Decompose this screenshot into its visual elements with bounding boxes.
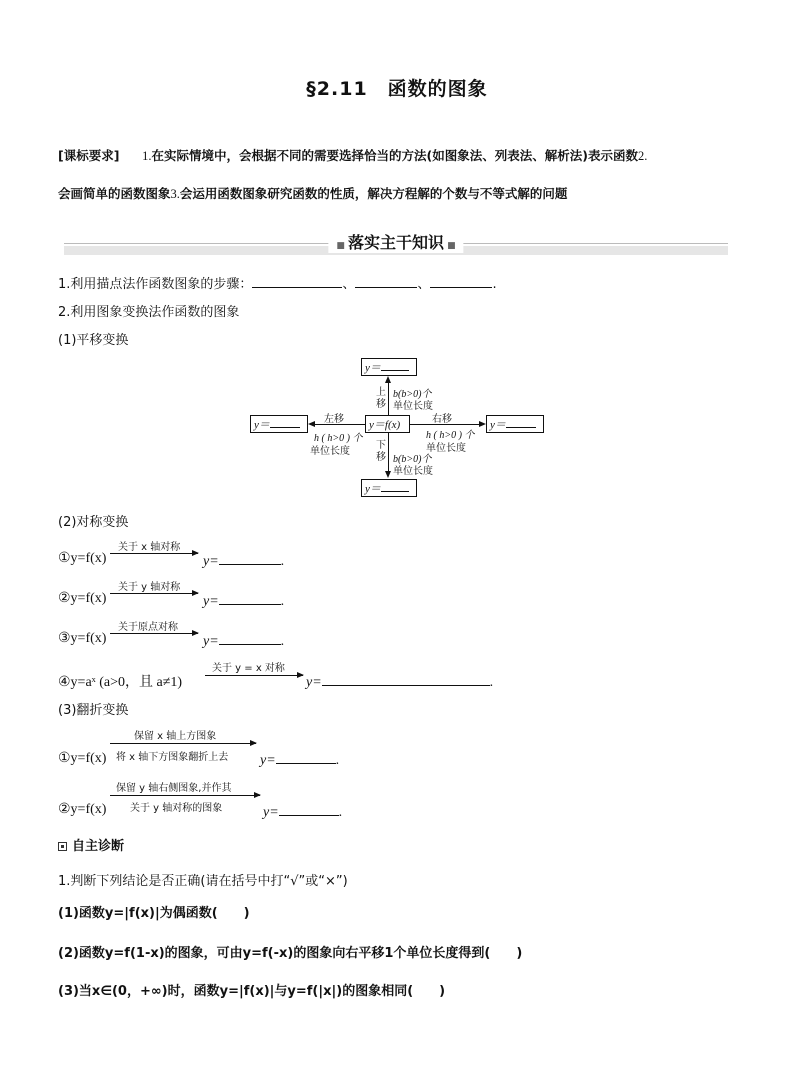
symmetry-1-result: y= . [203,554,285,569]
box-top [361,358,417,376]
flip-1-prefix: ①y=f(x) [58,751,107,766]
box-left-label: y＝ [254,419,270,431]
symmetry-2-blank[interactable] [219,592,281,605]
section-bar-text: 落实主干知识 [347,233,445,252]
flip-2-arrow [110,795,260,796]
req-num-2: 2. [637,149,648,163]
left-desc-1: h ( h>0 ) 个 [314,433,363,444]
up-move-label: 上移 [376,387,386,410]
item-2: 2.利用图象变换法作函数的图象 [58,305,240,320]
right-desc-1: h ( h>0 ) 个 [426,430,475,441]
flip-2-result: y= . [263,805,343,820]
judge-intro: 1.判断下列结论是否正确(请在括号中打“√”或“×”) [58,874,348,889]
sub-2: (2)对称变换 [58,515,129,530]
flip-2-prefix: ②y=f(x) [58,802,107,817]
req-num-3: 3. [170,187,180,201]
flip-1-below: 将 x 轴下方图象翻折上去 [116,752,229,763]
symmetry-3-arrow [110,633,198,634]
flip-2-above: 保留 y 轴右侧图象,并作其 [116,783,232,794]
symmetry-1-arrow [110,553,198,554]
flip-2-below: 关于 y 轴对称的图象 [130,803,223,814]
up-desc-1: b(b>0)个 [393,389,432,400]
symmetry-4-result: y= . [306,675,494,690]
section-bar [64,230,728,256]
req-text-1: 在实际情境中，会根据不同的需要选择恰当的方法(如图象法、列表法、解析法)表示函数 [151,148,638,163]
left-move-label: 左移 [324,414,344,425]
flip-1-above: 保留 x 轴上方图象 [134,731,217,742]
judge-1: (1)函数y=|f(x)|为偶函数( ) [58,906,250,921]
item-1-end: . [492,277,497,292]
blank-1[interactable] [252,275,342,288]
req-text-2a: 会画简单的函数图象 [58,186,171,201]
flip-1-arrow [110,743,256,744]
box-top-label: y＝ [365,362,381,374]
box-bottom-label: y＝ [365,483,381,495]
down-desc-1: b(b>0)个 [393,454,432,465]
box-left [250,415,308,433]
box-center-label: y＝f(x) [369,419,401,431]
arrow-right-icon [479,421,486,427]
flip-1-result: y= . [260,753,340,768]
section-square-icon [58,842,67,851]
judge-3: (3)当x∈(0，+∞)时，函数y=|f(x)|与y=f(|x|)的图象相同( ) [58,984,446,999]
bullet-left-icon: ■ [336,241,348,251]
arrow-up-icon [385,376,391,383]
box-right-blank[interactable] [506,417,536,428]
up-desc-2: 单位长度 [393,401,433,412]
right-move-label: 右移 [432,414,452,425]
self-check-text: 自主诊断 [72,839,125,854]
symmetry-4-above: 关于 y = x 对称 [212,663,285,674]
flip-1-blank[interactable] [276,751,336,764]
symmetry-1-above: 关于 x 轴对称 [118,542,181,553]
sub-3: (3)翻折变换 [58,703,129,718]
symmetry-3-above: 关于原点对称 [118,622,178,633]
sep-2: 、 [417,277,431,292]
blank-2[interactable] [355,275,417,288]
requirements-line-2 [58,184,567,202]
sep-1: 、 [342,277,356,292]
symmetry-4-arrow [205,675,303,676]
box-bottom [361,479,417,497]
arrow-down-icon [385,471,391,478]
arrow-left-icon [308,421,315,427]
box-right-label: y＝ [490,419,506,431]
req-text-2b: 会运用函数图象研究函数的性质，解决方程解的个数与不等式解的问题 [179,186,568,201]
judge-2: (2)函数y=f(1-x)的图象，可由y=f(-x)的图象向右平移1个单位长度得到( ) [58,946,523,961]
item-1-text: 1.利用描点法作函数图象的步骤： [58,277,253,292]
symmetry-3-prefix: ③y=f(x) [58,631,107,646]
symmetry-3-blank[interactable] [219,632,281,645]
box-bottom-blank[interactable] [381,481,409,492]
box-center [365,415,410,433]
sub-1: (1)平移变换 [58,333,129,348]
symmetry-2-above: 关于 y 轴对称 [118,582,181,593]
line-up [388,383,389,415]
bullet-right-icon: ■ [444,241,456,251]
flip-2-blank[interactable] [279,803,339,816]
box-left-blank[interactable] [270,417,300,428]
left-desc-2: 单位长度 [310,446,350,457]
symmetry-1-blank[interactable] [219,552,281,565]
right-desc-2: 单位长度 [426,443,466,454]
requirements-label: [课标要求] [58,148,120,163]
symmetry-4-prefix: ④y=aˣ (a>0，且 a≠1) [58,675,183,690]
symmetry-4-blank[interactable] [322,673,490,686]
down-desc-2: 单位长度 [393,466,433,477]
item-1 [58,273,497,292]
page-title: §2.11 函数的图象 [306,78,488,100]
down-move-label: 下移 [376,440,386,463]
symmetry-2-result: y= . [203,594,285,609]
blank-3[interactable] [430,275,492,288]
symmetry-3-result: y= . [203,634,285,649]
symmetry-2-arrow [110,593,198,594]
requirements-line-1 [58,146,647,164]
box-top-blank[interactable] [381,360,409,371]
box-right [486,415,544,433]
line-down [388,433,389,472]
section-bar-title [328,230,463,253]
req-num-1: 1. [142,149,152,163]
self-check-heading [58,835,124,854]
symmetry-2-prefix: ②y=f(x) [58,591,107,606]
translation-diagram [248,355,548,500]
symmetry-1-prefix: ①y=f(x) [58,551,107,566]
